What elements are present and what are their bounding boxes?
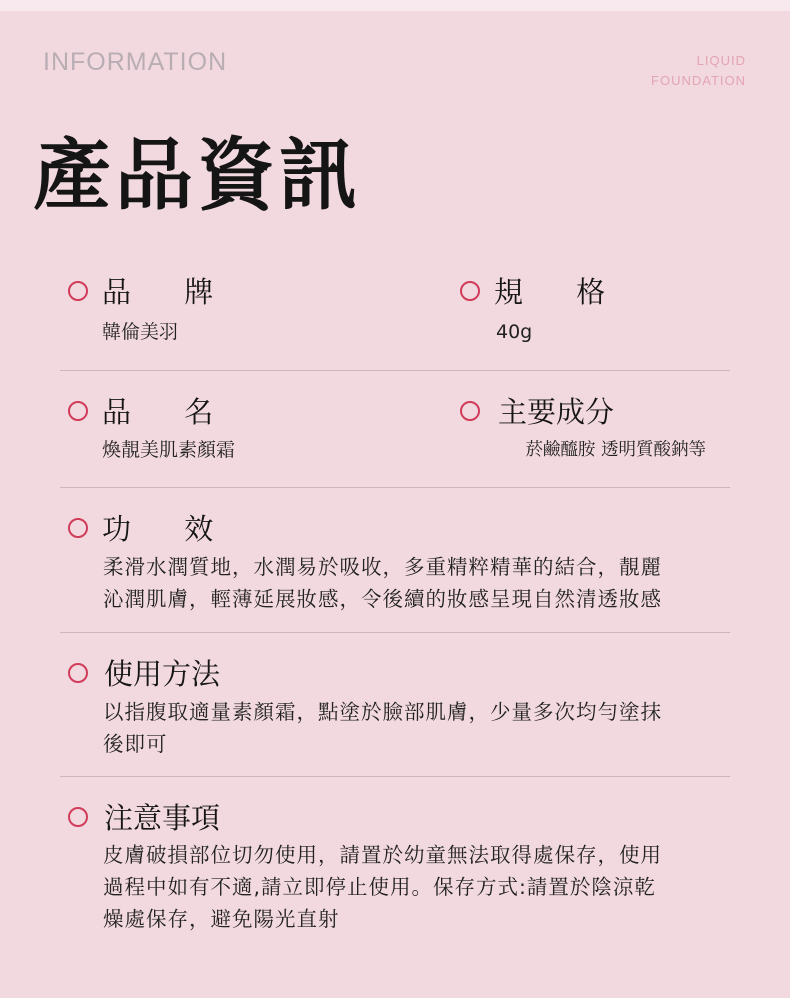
notes-line: 皮膚破損部位切勿使用，請置於幼童無法取得處保存，使用 bbox=[103, 843, 662, 867]
divider bbox=[60, 776, 730, 777]
notes-line: 過程中如有不適,請立即停止使用。保存方式:請置於陰涼乾 bbox=[103, 875, 656, 899]
circle-bullet-icon bbox=[68, 663, 88, 683]
page-title: 產品資訊 bbox=[33, 131, 362, 221]
top-strip bbox=[0, 0, 790, 11]
name-heading: 品 名 bbox=[102, 395, 236, 429]
effects-line: 柔滑水潤質地，水潤易於吸收，多重精粹精華的結合，靚麗 bbox=[103, 555, 662, 579]
tag-line-foundation: FOUNDATION bbox=[651, 73, 746, 88]
effects-text bbox=[103, 551, 662, 615]
information-label: INFORMATION bbox=[43, 48, 228, 76]
name-value: 煥靚美肌素顏霜 bbox=[102, 439, 236, 461]
usage-line: 後即可 bbox=[103, 732, 168, 756]
notes-line: 燥處保存，避免陽光直射 bbox=[103, 907, 340, 931]
brand-value: 韓倫美羽 bbox=[102, 321, 179, 343]
circle-bullet-icon bbox=[460, 401, 480, 421]
usage-heading: 使用方法 bbox=[104, 657, 221, 691]
divider bbox=[60, 632, 730, 633]
circle-bullet-icon bbox=[68, 281, 88, 301]
effects-line: 沁潤肌膚，輕薄延展妝感，令後續的妝感呈現自然清透妝感 bbox=[103, 587, 662, 611]
usage-line: 以指腹取適量素顏霜，點塗於臉部肌膚，少量多次均勻塗抹 bbox=[103, 700, 662, 724]
ingredients-heading: 主要成分 bbox=[498, 395, 615, 429]
divider bbox=[60, 487, 730, 488]
tag-line-liquid: LIQUID bbox=[696, 53, 746, 68]
size-heading: 規 格 bbox=[494, 275, 628, 309]
circle-bullet-icon bbox=[460, 281, 480, 301]
circle-bullet-icon bbox=[68, 518, 88, 538]
divider bbox=[60, 370, 730, 371]
notes-text bbox=[103, 839, 662, 935]
product-type-tag bbox=[651, 51, 746, 91]
usage-text bbox=[103, 696, 662, 760]
brand-heading: 品 牌 bbox=[102, 275, 236, 309]
ingredients-value: 菸鹼醯胺 透明質酸鈉等 bbox=[525, 440, 706, 460]
effects-heading: 功 效 bbox=[102, 512, 236, 546]
circle-bullet-icon bbox=[68, 401, 88, 421]
notes-heading: 注意事項 bbox=[104, 801, 221, 835]
circle-bullet-icon bbox=[68, 807, 88, 827]
size-value: 40g bbox=[496, 321, 533, 343]
